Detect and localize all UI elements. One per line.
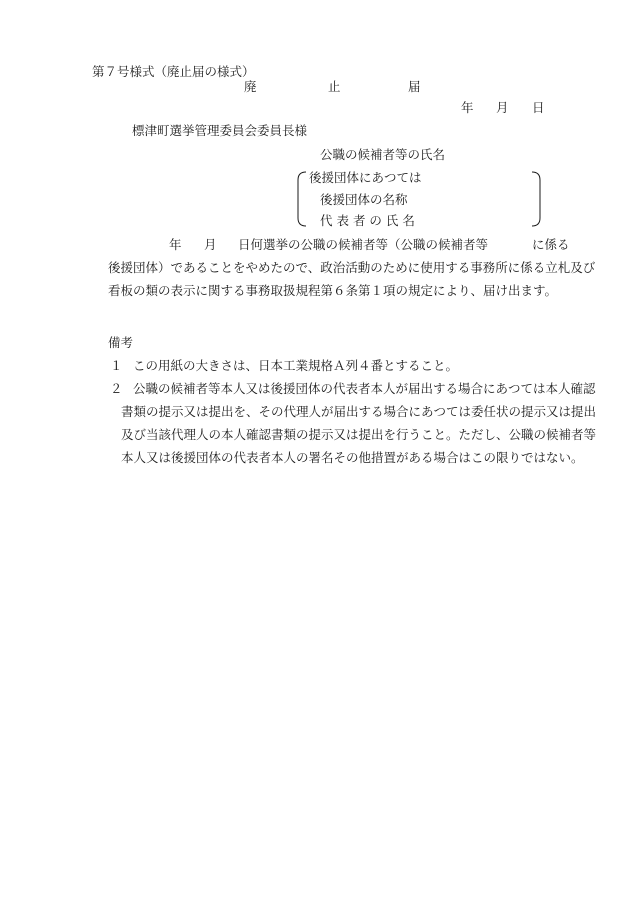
- right-bracket: [530, 170, 542, 228]
- note-2-line-3: 及び当該代理人の本人確認書類の提示又は提出を行うこと。ただし、公職の候補者等: [121, 427, 597, 442]
- group-box-line-1: 後援団体にあつては: [309, 170, 422, 185]
- note-2-number: ２: [110, 381, 123, 396]
- body-line-1: 日何選挙の公職の候補者等（公職の候補者等: [238, 237, 489, 252]
- date-month: 月: [496, 100, 509, 115]
- note-2-line-4: 本人又は後援団体の代表者本人の署名その他措置がある場合はこの限りではない。: [121, 450, 584, 465]
- title-char-3: 届: [408, 79, 421, 94]
- note-1-number: １: [110, 358, 123, 373]
- group-box-line-2: 後援団体の名称: [320, 192, 408, 207]
- date-day: 日: [532, 100, 545, 115]
- note-2-line-1: 公職の候補者等本人又は後援団体の代表者本人が届出する場合にあつては本人確認: [133, 381, 596, 396]
- addressee: 標津町選挙管理委員会委員長様: [132, 123, 308, 138]
- title-char-1: 廃: [244, 79, 257, 94]
- notes-heading: 備考: [108, 335, 134, 350]
- body-month: 月: [204, 237, 217, 252]
- candidate-name-label: 公職の候補者等の氏名: [320, 147, 446, 162]
- date-year: 年: [461, 100, 474, 115]
- group-box-line-3: 代 表 者 の 氏 名: [320, 213, 415, 228]
- title-char-2: 止: [328, 79, 341, 94]
- left-bracket: [296, 170, 308, 228]
- body-line-1-suffix: に係る: [532, 237, 570, 252]
- body-line-2: 後援団体）であることをやめたので、政治活動のために使用する事務所に係る立札及び: [108, 260, 596, 275]
- body-line-3: 看板の類の表示に関する事務取扱規程第６条第１項の規定により、届け出ます。: [108, 283, 558, 298]
- note-1-text: この用紙の大きさは、日本工業規格Ａ列４番とすること。: [133, 358, 459, 373]
- form-number: 第７号様式（廃止届の様式）: [92, 64, 255, 79]
- body-year: 年: [169, 237, 182, 252]
- note-2-line-2: 書類の提示又は提出を、その代理人が届出する場合にあつては委任状の提示又は提出: [121, 404, 597, 419]
